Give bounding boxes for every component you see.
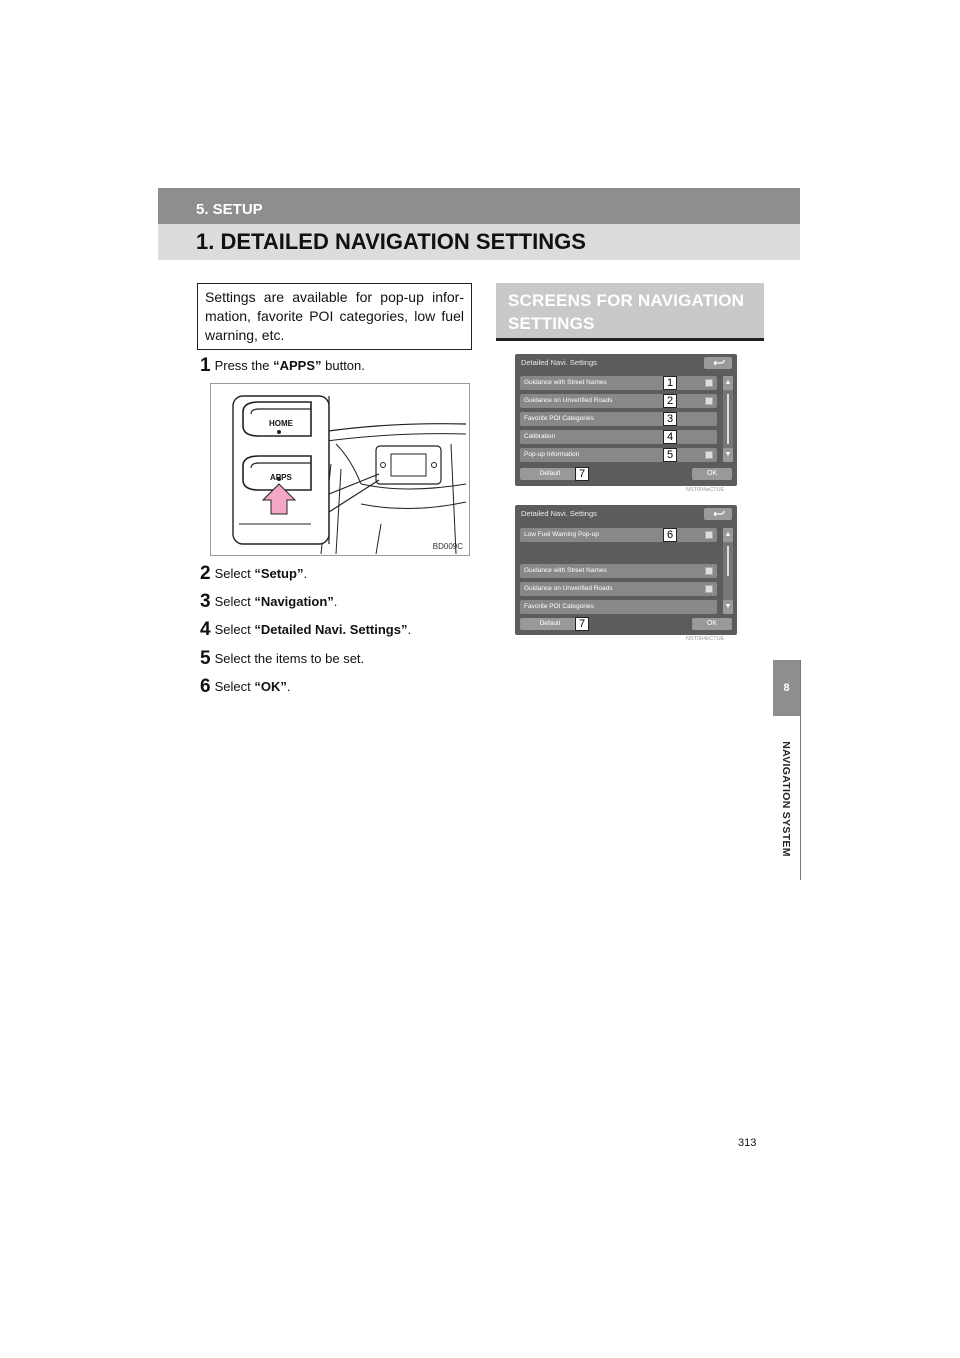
callout-number: 2	[663, 394, 677, 408]
callout-number: 4	[663, 430, 677, 444]
checkbox[interactable]	[705, 451, 713, 459]
scroll-up-icon[interactable]: ▲	[723, 376, 733, 390]
setting-row[interactable]: Guidance on Unverified Roads	[520, 582, 717, 596]
setting-row[interactable]: Favorite POI Categories	[520, 600, 717, 614]
callout-number: 3	[663, 412, 677, 426]
default-button[interactable]: Default	[520, 468, 580, 480]
callout-number: 1	[663, 376, 677, 390]
step-2: 2 Select “Setup”.	[200, 563, 308, 584]
ok-button[interactable]: OK	[692, 468, 732, 480]
step-number: 2	[200, 563, 211, 584]
step-number: 4	[200, 619, 211, 640]
step-number: 6	[200, 676, 211, 697]
dashboard-illustration	[210, 383, 470, 556]
side-divider	[800, 660, 801, 880]
back-arrow-icon	[711, 509, 725, 519]
chapter-label-text: NAVIGATION SYSTEM	[780, 741, 792, 857]
setting-row[interactable]: Guidance with Street Names 1	[520, 376, 717, 390]
checkbox[interactable]	[705, 567, 713, 575]
screen-detailed-navi-1	[515, 354, 737, 486]
step-number: 3	[200, 591, 211, 612]
page-title: 1. DETAILED NAVIGATION SETTINGS	[196, 229, 586, 254]
screen-code: NST004aCTUE	[686, 487, 725, 493]
default-button[interactable]: Default	[520, 618, 580, 630]
page-title-bar	[158, 224, 800, 260]
step-number: 1	[200, 355, 211, 376]
screens-heading	[496, 283, 764, 341]
callout-number: 7	[575, 617, 589, 631]
apps-button-label: APPS	[270, 473, 292, 482]
screens-heading-text: SCREENS FOR NAVIGATION SETTINGS	[508, 291, 745, 333]
checkbox[interactable]	[705, 531, 713, 539]
checkbox[interactable]	[705, 379, 713, 387]
screen-detailed-navi-2	[515, 505, 737, 635]
home-button-label: HOME	[269, 419, 293, 428]
scroll-thumb[interactable]	[727, 394, 729, 444]
screen-title: Detailed Navi. Settings	[521, 509, 597, 518]
step-1: 1 Press the “APPS” button.	[200, 355, 365, 376]
ok-button[interactable]: OK	[692, 618, 732, 630]
intro-box: Settings are available for pop-up infor-mation, favorite POI categories, low fuel warning, etc.	[197, 283, 472, 350]
chapter-tab: 8	[773, 660, 800, 716]
section-header	[158, 188, 800, 224]
step-3: 3 Select “Navigation”.	[200, 591, 338, 612]
dashboard-drawing	[211, 384, 470, 556]
step-4: 4 Select “Detailed Navi. Settings”.	[200, 619, 412, 640]
setting-row[interactable]: Guidance on Unverified Roads 2	[520, 394, 717, 408]
scroll-up-icon[interactable]: ▲	[723, 528, 733, 542]
setting-row[interactable]: Calibration 4	[520, 430, 717, 444]
scrollbar[interactable]	[723, 528, 733, 614]
callout-number: 5	[663, 448, 677, 462]
scroll-down-icon[interactable]: ▼	[723, 448, 733, 462]
checkbox[interactable]	[705, 397, 713, 405]
callout-number: 7	[575, 467, 589, 481]
scrollbar[interactable]	[723, 376, 733, 462]
step-5: 5 Select the items to be set.	[200, 648, 365, 669]
checkbox[interactable]	[705, 585, 713, 593]
page-number: 313	[738, 1137, 757, 1149]
callout-number: 6	[663, 528, 677, 542]
scroll-thumb[interactable]	[727, 546, 729, 576]
setting-row[interactable]: Favorite POI Categories 3	[520, 412, 717, 426]
setting-row[interactable]: Pop-up Information 5	[520, 448, 717, 462]
screen-title: Detailed Navi. Settings	[521, 358, 597, 367]
screen-code: NST004bCTUE	[686, 636, 725, 642]
setting-row[interactable]: Low Fuel Warning Pop-up 6	[520, 528, 717, 542]
figure-code: BD009C	[432, 542, 463, 551]
section-label: 5. SETUP	[196, 201, 263, 218]
setting-row[interactable]: Guidance with Street Names	[520, 564, 717, 578]
chapter-label	[772, 730, 800, 868]
back-arrow-icon	[711, 358, 725, 368]
scroll-down-icon[interactable]: ▼	[723, 600, 733, 614]
step-6: 6 Select “OK”.	[200, 676, 291, 697]
back-button[interactable]	[704, 357, 732, 369]
back-button[interactable]	[704, 508, 732, 520]
step-number: 5	[200, 648, 211, 669]
